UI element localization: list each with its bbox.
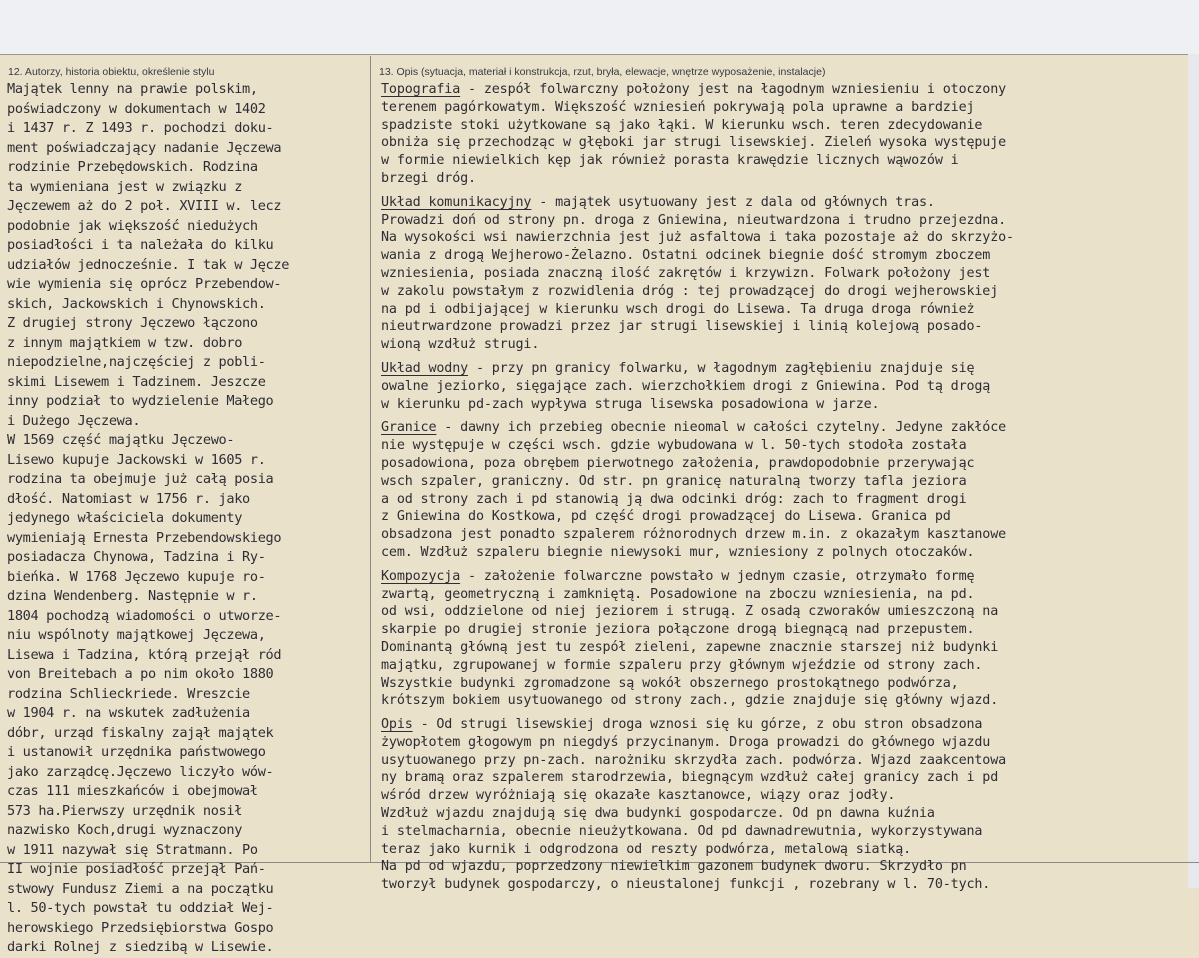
history-line: posiadłości i ta należała do kilku [7, 237, 274, 253]
history-line: darki Rolnej z siedzibą w Lisewie. [7, 939, 274, 955]
history-line: i Dużego Jęczewa. [7, 412, 141, 429]
history-line: 573 ha.Pierwszy urzędnik nosił [7, 802, 243, 819]
description-line: zwartą, geometryczną i zamkniętą. Posadowione na zboczu wzniesienia, na pd. [381, 586, 975, 602]
history-line: Majątek lenny na prawie polskim, [7, 81, 258, 97]
section-text: - przy pn granicy folwarku, w łagodnym zagłębieniu znajduje się [468, 360, 975, 376]
description-column [381, 81, 1187, 894]
history-line: jedynego właściciela dokumenty [7, 510, 243, 526]
description-section [381, 194, 1187, 354]
description-line: a od strony zach i pd stanowią ją dwa odcinki dróg: zach to fragment drogi [381, 491, 967, 507]
description-line: w formie niewielkich kęp jak również porasta krawędzie licznych wąwozów i [381, 153, 959, 169]
description-line: Na wysokości wsi nawierzchnia jest już asfaltowa i taka pozostaje aż do skrzyżo- [381, 230, 1014, 246]
section-heading: Układ komunikacyjny [381, 194, 532, 210]
left-column-header: 12. Autorzy, historia obiektu, określenie stylu [8, 66, 215, 78]
history-line: poświadczony w dokumentach w 1402 [7, 100, 266, 117]
scan-right-margin [1188, 54, 1199, 888]
history-line: herowskiego Przedsiębiorstwa Gospo [7, 919, 274, 936]
history-line: skich, Jackowskich i Chynowskich. [7, 295, 266, 312]
history-line: z innym majątkiem w tzw. dobro [7, 334, 243, 351]
section-heading: Kompozycja [381, 568, 461, 584]
description-line [381, 360, 1187, 378]
column-divider [370, 56, 371, 862]
description-section [381, 81, 1187, 188]
scan-top-margin [0, 0, 1199, 54]
description-line: nie występuje w części wsch. gdzie wybudowana w l. 50-tych stodoła została [381, 438, 967, 454]
description-line [381, 81, 1187, 99]
section-text: - zespół folwarczny położony jest na łagodnym wzniesieniu i otoczony [460, 82, 1007, 97]
history-line: jako zarządcę.Jęczewo liczyło wów- [7, 763, 274, 780]
description-line: w kierunku pd-zach wypływa struga lisewska posadowiona w jarze. [381, 396, 880, 412]
history-line: rodzina ta obejmuje już całą posia [7, 471, 274, 487]
description-line: skarpie po drugiej stronie jeziora połączone drogą biegnącą nad przepustem. [381, 622, 975, 638]
description-line [381, 194, 1187, 212]
description-line: wsch szpaler, graniczny. Od str. pn granicę naturalną tworzy tafla jeziora [381, 473, 967, 489]
history-column [7, 80, 369, 958]
history-line: rodzina Schlieckriede. Wreszcie [7, 685, 250, 702]
form-top-rule [0, 54, 1199, 55]
history-line: l. 50-tych powstał tu oddział Wej- [7, 900, 274, 916]
history-line: skimi Lisewem i Tadzinem. Jeszcze [7, 373, 266, 390]
description-line: ny bramą oraz szpalerem starodrzewia, biegnącym wzdłuż całej granicy zach i pd [381, 770, 999, 786]
history-line: udziałów jednocześnie. I tak w Jęcze [7, 256, 290, 273]
description-line: i stelmacharnia, obecnie nieużytkowana. Od pd dawnadrewutnia, wykorzystywana [381, 823, 983, 839]
section-heading: Układ wodny [381, 360, 469, 376]
section-text: - dawny ich przebieg obecnie nieomal w całości czytelny. Jedyne zakłóce [436, 420, 1007, 436]
history-line: rodzinie Przebędowskich. Rodzina [7, 159, 258, 175]
description-line: cem. Wzdłuż szpaleru biegnie niewysoki mur, wzniesiony z polnych otoczaków. [381, 544, 975, 560]
history-line: w 1911 nazywał się Stratmann. Po [7, 841, 258, 858]
description-line: Wzdłuż wjazdu znajdują się dwa budynki gospodarcze. Od pn dawna kuźnia [381, 806, 935, 822]
history-line: Lisewo kupuje Jackowski w 1605 r. [7, 451, 266, 468]
history-line: posiadacza Chynowa, Tadzina i Ry- [7, 549, 266, 565]
history-line: stwowy Fundusz Ziemi a na początku [7, 880, 274, 897]
history-line: von Breitebach a po nim około 1880 [7, 666, 274, 682]
history-line: czas 111 mieszkańców i obejmował [7, 783, 258, 799]
description-line: krótszym bokiem usytuowanego od strony zach., gdzie znajduje się główny wjazd. [381, 693, 999, 709]
history-line: Z drugiej strony Jęczewo łączono [7, 315, 258, 331]
description-section [381, 360, 1187, 413]
section-heading: Opis [381, 717, 413, 733]
description-line: wioną wzdłuż strugi. [381, 337, 540, 353]
history-line: wie wymienia się oprócz Przebendow- [7, 276, 282, 292]
description-line: wania z drogą Wejherowo-Żelazno. Ostatni odcinek biegnie dość stromym zboczem [381, 248, 991, 264]
description-line: obniża się przechodząc w głęboki jar strugi lisewskiej. Zieleń wysoka występuje [381, 135, 1007, 151]
description-line: spadziste stoki użytkowane są jako łąki. W kierunku wsch. teren zdecydowanie [381, 117, 983, 133]
section-text: - Od strugi lisewskiej droga wznosi się ku górze, z obu stron obsadzona [412, 717, 983, 733]
description-line: obsadzona jest ponadto szpalerem różnorodnych drzew m.in. z okazałym kasztanowe [381, 527, 1007, 543]
history-line: Jęczewem aż do 2 poł. XVIII w. lecz [7, 198, 282, 214]
history-line: podobnie jak większość niedużych [7, 217, 258, 234]
history-line: ta wymieniana jest w związku z [7, 178, 243, 195]
description-line: żywopłotem głogowym pn niegdyś przycinanym. Droga prowadzi do głównego wjazdu [381, 734, 991, 750]
description-line [381, 716, 1187, 734]
description-line: terenem pagórkowatym. Większość wzniesień pokrywają pola uprawne a bardziej [381, 99, 975, 115]
history-line: i ustanowił urzędnika państwowego [7, 744, 266, 760]
description-line: Wszystkie budynki zgromadzone są wokół obszernego prostokątnego podwórza, [381, 675, 959, 691]
description-line: brzegi dróg. [381, 170, 476, 186]
description-line: wśród drzew wyróżniają się okazałe kasztanowce, wiązy oraz jodły. [381, 788, 896, 804]
description-line: w zakolu powstałym z rozwidlenia dróg : tej prowadzącej do drogi wejherowskiej [381, 283, 999, 299]
description-line: owalne jeziorko, sięgające zach. wierzchołkiem drogi z Gniewina. Pod tą drogą [381, 378, 991, 394]
description-line: wzniesienia, posiada znaczną ilość zakrętów i krzywizn. Folwark położony jest [381, 265, 991, 281]
history-line: i 1437 r. Z 1493 r. pochodzi doku- [7, 120, 274, 136]
history-line: niepodzielne,najczęściej z pobli- [7, 354, 266, 370]
history-line: inny podział to wydzielenie Małego [7, 393, 274, 409]
description-section [381, 716, 1187, 894]
description-line [381, 568, 1187, 586]
history-line: niu wspólnoty majątkowej Jęczewa, [7, 627, 266, 643]
section-heading: Granice [381, 420, 437, 436]
history-line: bieńka. W 1768 Jęczewo kupuje ro- [7, 568, 266, 585]
history-line: dłość. Natomiast w 1756 r. jako [7, 490, 250, 507]
history-line: Lisewa i Tadzina, którą przejął ród [7, 646, 282, 663]
description-line: majątku, zgrupowanej w formie szpaleru przy głównym wjeździe od strony zach. [381, 657, 983, 673]
history-line: dzina Wendenberg. Następnie w r. [7, 588, 258, 604]
description-line: z Gniewina do Kostkowa, pd część drogi prowadzącej do Lisewa. Granica pd [381, 509, 951, 525]
history-line: W 1569 część majątku Jęczewo- [7, 432, 235, 448]
history-line: II wojnie posiadłość przejął Pań- [7, 861, 266, 877]
section-heading: Topografia [381, 82, 461, 97]
history-line: nazwisko Koch,drugi wyznaczony [7, 822, 243, 838]
description-line [381, 419, 1187, 437]
history-line: ment poświadczający nadanie Jęczewa [7, 139, 282, 156]
description-line: Prowadzi doń od strony pn. droga z Gniewina, nieutwardzona i trudno przejezdna. [381, 212, 1007, 228]
description-line: od wsi, oddzielone od niej jeziorem i strugą. Z osadą czworaków umieszczoną na [381, 604, 999, 620]
description-line: Dominantą główną jest tu zespół zieleni, zapewne znacznie starszej niż budynki [381, 639, 999, 655]
description-line: nieutrwardzone prowadzi przez jar strugi lisewskiej i linią kolejową posado- [381, 319, 983, 335]
section-text: - założenie folwarczne powstało w jednym czasie, otrzymało formę [460, 568, 975, 584]
description-line: teraz jako kurnik i odgrodzona od reszty podwórza, metalową siatką. [381, 841, 912, 857]
description-section [381, 568, 1187, 710]
description-line: posadowiona, poza obrębem pierwotnego założenia, prawdopodobnie przerywając [381, 455, 975, 471]
history-line: w 1904 r. na wskutek zadłużenia [7, 705, 250, 721]
history-line: dóbr, urząd fiskalny zajął majątek [7, 724, 274, 741]
section-text: - majątek usytuowany jest z dala od głównych tras. [531, 194, 935, 210]
description-line: tworzył budynek gospodarczy, o nieustalonej funkcji , rozebrany w l. 70-tych. [381, 877, 991, 893]
right-column-header: 13. Opis (sytuacja, materiał i konstrukcja, rzut, bryła, elewacje, wnętrze wyposażenie, instalacje) [379, 66, 826, 78]
description-line: usytuowanego przy pn-zach. narożniku skrzydła zach. podwórza. Wjazd zaakcentowa [381, 752, 1007, 768]
description-line: na pd i odbijającej w kierunku wsch drogi do Lisewa. Ta druga droga również [381, 301, 975, 317]
description-section [381, 419, 1187, 561]
description-line: Na pd od wjazdu, poprzedzony niewielkim gazonem budynek dworu. Skrzydło pn [381, 859, 967, 875]
history-line: wymieniają Ernesta Przebendowskiego [7, 529, 282, 546]
history-line: 1804 pochodzą wiadomości o utworze- [7, 607, 282, 624]
